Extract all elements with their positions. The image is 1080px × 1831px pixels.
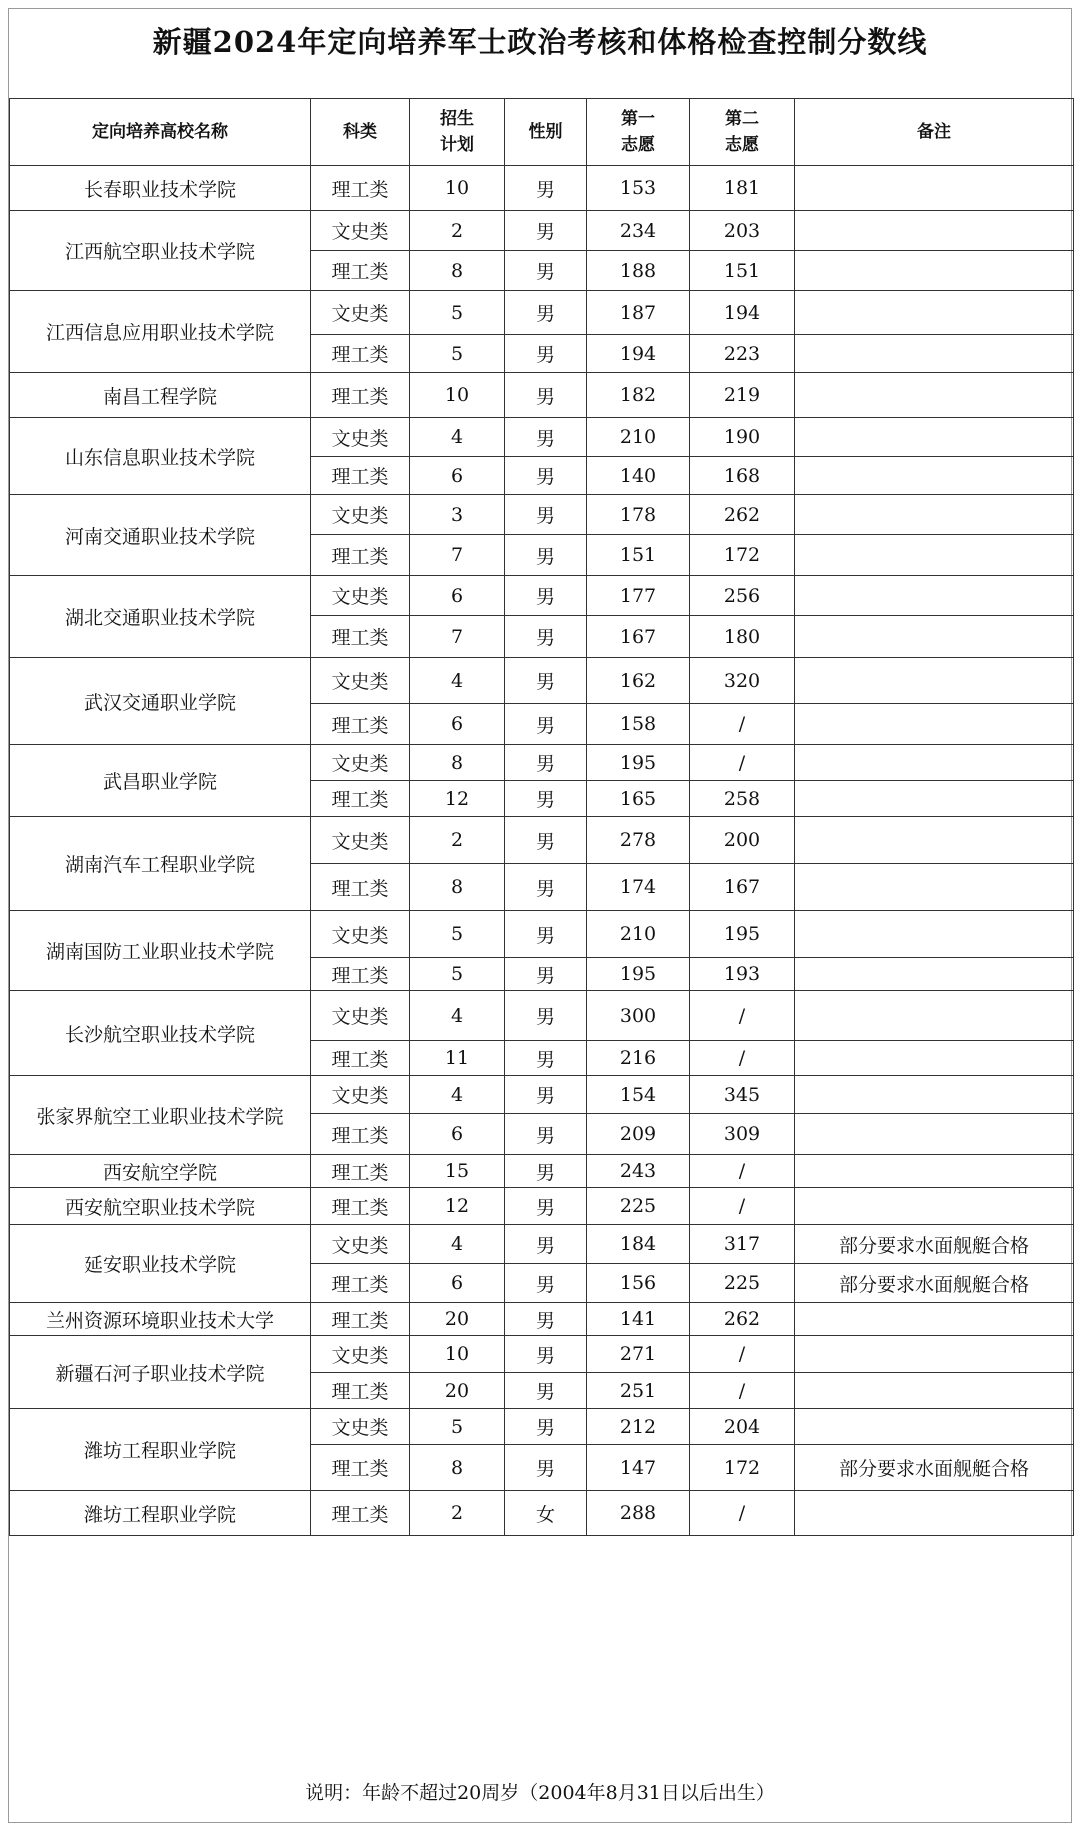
- cell-plan: 8: [410, 1445, 505, 1491]
- cell-second-choice: /: [690, 1373, 795, 1409]
- cell-gender: 男: [505, 1373, 587, 1409]
- table-row: [10, 1336, 1074, 1373]
- header-second-choice: [690, 99, 795, 166]
- cell-note: [795, 958, 1074, 991]
- cell-gender: 男: [505, 1188, 587, 1225]
- cell-school-name: 张家界航空工业职业技术学院: [10, 1076, 311, 1155]
- cell-subject: 文史类: [311, 817, 410, 864]
- cell-first-choice: 288: [587, 1491, 690, 1536]
- cell-subject: 理工类: [311, 457, 410, 495]
- cell-subject: 文史类: [311, 1409, 410, 1445]
- cell-note: [795, 166, 1074, 211]
- cell-gender: 男: [505, 1076, 587, 1114]
- cell-subject: 理工类: [311, 864, 410, 911]
- cell-school-name: 武汉交通职业学院: [10, 658, 311, 745]
- cell-school-name: 西安航空学院: [10, 1155, 311, 1188]
- cell-second-choice: 320: [690, 658, 795, 704]
- table-header: [10, 99, 1074, 166]
- cell-note: [795, 781, 1074, 817]
- cell-gender: 男: [505, 418, 587, 457]
- cell-subject: 理工类: [311, 1491, 410, 1536]
- table-row: [10, 745, 1074, 781]
- cell-plan: 3: [410, 495, 505, 535]
- cell-subject: 文史类: [311, 1076, 410, 1114]
- cell-second-choice: 219: [690, 373, 795, 418]
- cell-second-choice: 193: [690, 958, 795, 991]
- cell-subject: 文史类: [311, 1225, 410, 1264]
- cell-second-choice: 194: [690, 291, 795, 335]
- cell-subject: 文史类: [311, 911, 410, 958]
- cell-subject: 文史类: [311, 658, 410, 704]
- cell-school-name: 潍坊工程职业学院: [10, 1491, 311, 1536]
- cell-first-choice: 195: [587, 958, 690, 991]
- cell-gender: 男: [505, 864, 587, 911]
- cell-second-choice: 256: [690, 576, 795, 616]
- cell-note: [795, 911, 1074, 958]
- cell-gender: 男: [505, 535, 587, 576]
- cell-second-choice: /: [690, 745, 795, 781]
- cell-gender: 男: [505, 251, 587, 291]
- cell-subject: 理工类: [311, 616, 410, 658]
- cell-plan: 8: [410, 251, 505, 291]
- table-row: [10, 1225, 1074, 1264]
- cell-plan: 5: [410, 335, 505, 373]
- cell-second-choice: 258: [690, 781, 795, 817]
- table-row: [10, 1155, 1074, 1188]
- cell-note: [795, 535, 1074, 576]
- cell-first-choice: 154: [587, 1076, 690, 1114]
- cell-gender: 男: [505, 1336, 587, 1373]
- cell-plan: 2: [410, 211, 505, 251]
- score-table: [9, 98, 1074, 1536]
- cell-subject: 文史类: [311, 495, 410, 535]
- table-row: [10, 166, 1074, 211]
- cell-gender: 男: [505, 495, 587, 535]
- cell-gender: 男: [505, 958, 587, 991]
- cell-subject: 理工类: [311, 535, 410, 576]
- cell-first-choice: 300: [587, 991, 690, 1041]
- cell-first-choice: 216: [587, 1041, 690, 1076]
- cell-school-name: 湖南汽车工程职业学院: [10, 817, 311, 911]
- cell-note: [795, 616, 1074, 658]
- cell-subject: 文史类: [311, 991, 410, 1041]
- cell-first-choice: 225: [587, 1188, 690, 1225]
- cell-plan: 4: [410, 1076, 505, 1114]
- cell-school-name: 延安职业技术学院: [10, 1225, 311, 1303]
- cell-note: [795, 576, 1074, 616]
- cell-second-choice: 204: [690, 1409, 795, 1445]
- cell-gender: 男: [505, 991, 587, 1041]
- table-row: [10, 817, 1074, 864]
- cell-plan: 12: [410, 781, 505, 817]
- table-row: [10, 495, 1074, 535]
- cell-first-choice: 210: [587, 418, 690, 457]
- cell-first-choice: 178: [587, 495, 690, 535]
- page-title: 新疆2024年定向培养军士政治考核和体格检查控制分数线: [152, 25, 928, 59]
- cell-note: [795, 704, 1074, 745]
- cell-second-choice: 309: [690, 1114, 795, 1155]
- cell-first-choice: 167: [587, 616, 690, 658]
- table-row: [10, 1303, 1074, 1336]
- cell-gender: 女: [505, 1491, 587, 1536]
- cell-gender: 男: [505, 576, 587, 616]
- cell-subject: 理工类: [311, 1373, 410, 1409]
- cell-plan: 5: [410, 291, 505, 335]
- cell-note: [795, 817, 1074, 864]
- cell-note: [795, 251, 1074, 291]
- cell-second-choice: 181: [690, 166, 795, 211]
- cell-subject: 文史类: [311, 418, 410, 457]
- cell-note: 部分要求水面舰艇合格: [795, 1225, 1074, 1264]
- cell-subject: 理工类: [311, 1264, 410, 1303]
- cell-subject: 理工类: [311, 1445, 410, 1491]
- cell-subject: 理工类: [311, 373, 410, 418]
- cell-first-choice: 194: [587, 335, 690, 373]
- cell-note: 部分要求水面舰艇合格: [795, 1264, 1074, 1303]
- cell-plan: 10: [410, 1336, 505, 1373]
- header-gender: 性别: [505, 99, 587, 166]
- header-subject: 科类: [311, 99, 410, 166]
- cell-note: [795, 864, 1074, 911]
- cell-gender: 男: [505, 704, 587, 745]
- header-first-line2: 志愿: [621, 135, 655, 155]
- cell-note: [795, 1409, 1074, 1445]
- cell-gender: 男: [505, 1409, 587, 1445]
- cell-plan: 6: [410, 576, 505, 616]
- cell-school-name: 湖南国防工业职业技术学院: [10, 911, 311, 991]
- cell-note: [795, 457, 1074, 495]
- cell-first-choice: 210: [587, 911, 690, 958]
- cell-second-choice: 200: [690, 817, 795, 864]
- header-plan-line2: 计划: [440, 135, 474, 155]
- cell-plan: 4: [410, 658, 505, 704]
- cell-first-choice: 234: [587, 211, 690, 251]
- cell-note: [795, 1041, 1074, 1076]
- cell-subject: 文史类: [311, 576, 410, 616]
- cell-second-choice: /: [690, 991, 795, 1041]
- cell-plan: 6: [410, 1264, 505, 1303]
- cell-first-choice: 147: [587, 1445, 690, 1491]
- cell-subject: 理工类: [311, 1041, 410, 1076]
- footer-note: 说明：年龄不超过20周岁（2004年8月31日以后出生）: [305, 1782, 775, 1804]
- cell-second-choice: /: [690, 1491, 795, 1536]
- cell-note: [795, 1155, 1074, 1188]
- cell-school-name: 长沙航空职业技术学院: [10, 991, 311, 1076]
- cell-gender: 男: [505, 817, 587, 864]
- cell-plan: 11: [410, 1041, 505, 1076]
- table-row: [10, 576, 1074, 616]
- cell-note: [795, 418, 1074, 457]
- cell-note: [795, 1491, 1074, 1536]
- header-school: 定向培养高校名称: [10, 99, 311, 166]
- table-row: [10, 1409, 1074, 1445]
- cell-plan: 10: [410, 373, 505, 418]
- cell-plan: 10: [410, 166, 505, 211]
- cell-second-choice: /: [690, 1336, 795, 1373]
- cell-second-choice: 190: [690, 418, 795, 457]
- cell-first-choice: 158: [587, 704, 690, 745]
- cell-plan: 8: [410, 864, 505, 911]
- cell-gender: 男: [505, 616, 587, 658]
- cell-school-name: 河南交通职业技术学院: [10, 495, 311, 576]
- cell-plan: 4: [410, 1225, 505, 1264]
- cell-first-choice: 151: [587, 535, 690, 576]
- cell-gender: 男: [505, 781, 587, 817]
- cell-gender: 男: [505, 335, 587, 373]
- cell-second-choice: 345: [690, 1076, 795, 1114]
- cell-first-choice: 212: [587, 1409, 690, 1445]
- cell-note: [795, 1114, 1074, 1155]
- cell-note: [795, 745, 1074, 781]
- cell-plan: 8: [410, 745, 505, 781]
- cell-gender: 男: [505, 658, 587, 704]
- cell-subject: 文史类: [311, 745, 410, 781]
- table-row: [10, 1076, 1074, 1114]
- cell-school-name: 西安航空职业技术学院: [10, 1188, 311, 1225]
- cell-school-name: 湖北交通职业技术学院: [10, 576, 311, 658]
- cell-second-choice: 317: [690, 1225, 795, 1264]
- cell-note: [795, 1373, 1074, 1409]
- cell-note: [795, 211, 1074, 251]
- table-row: [10, 911, 1074, 958]
- cell-first-choice: 187: [587, 291, 690, 335]
- cell-first-choice: 182: [587, 373, 690, 418]
- header-row: [10, 99, 1074, 166]
- cell-note: [795, 991, 1074, 1041]
- header-first-choice: [587, 99, 690, 166]
- cell-school-name: 武昌职业学院: [10, 745, 311, 817]
- header-note: 备注: [795, 99, 1074, 166]
- cell-first-choice: 195: [587, 745, 690, 781]
- cell-first-choice: 165: [587, 781, 690, 817]
- cell-plan: 4: [410, 418, 505, 457]
- cell-first-choice: 243: [587, 1155, 690, 1188]
- table-row: [10, 211, 1074, 251]
- cell-first-choice: 188: [587, 251, 690, 291]
- cell-second-choice: /: [690, 704, 795, 745]
- cell-school-name: 长春职业技术学院: [10, 166, 311, 211]
- cell-second-choice: /: [690, 1041, 795, 1076]
- cell-second-choice: 172: [690, 1445, 795, 1491]
- header-first-line1: 第一: [621, 109, 655, 129]
- cell-plan: 15: [410, 1155, 505, 1188]
- cell-second-choice: 195: [690, 911, 795, 958]
- cell-first-choice: 153: [587, 166, 690, 211]
- cell-plan: 6: [410, 457, 505, 495]
- cell-second-choice: /: [690, 1155, 795, 1188]
- cell-subject: 文史类: [311, 1336, 410, 1373]
- cell-school-name: 山东信息职业技术学院: [10, 418, 311, 495]
- cell-gender: 男: [505, 211, 587, 251]
- cell-second-choice: 151: [690, 251, 795, 291]
- cell-gender: 男: [505, 373, 587, 418]
- cell-subject: 理工类: [311, 958, 410, 991]
- header-second-line2: 志愿: [725, 135, 759, 155]
- cell-first-choice: 251: [587, 1373, 690, 1409]
- cell-school-name: 潍坊工程职业学院: [10, 1409, 311, 1491]
- cell-subject: 理工类: [311, 335, 410, 373]
- cell-subject: 理工类: [311, 1155, 410, 1188]
- cell-plan: 20: [410, 1373, 505, 1409]
- cell-plan: 7: [410, 535, 505, 576]
- cell-gender: 男: [505, 745, 587, 781]
- cell-second-choice: 203: [690, 211, 795, 251]
- table-row: [10, 658, 1074, 704]
- cell-subject: 理工类: [311, 251, 410, 291]
- cell-subject: 理工类: [311, 1188, 410, 1225]
- cell-plan: 6: [410, 704, 505, 745]
- cell-first-choice: 209: [587, 1114, 690, 1155]
- cell-second-choice: 168: [690, 457, 795, 495]
- cell-school-name: 兰州资源环境职业技术大学: [10, 1303, 311, 1336]
- cell-note: [795, 1336, 1074, 1373]
- cell-second-choice: 180: [690, 616, 795, 658]
- cell-first-choice: 271: [587, 1336, 690, 1373]
- cell-subject: 理工类: [311, 781, 410, 817]
- cell-gender: 男: [505, 911, 587, 958]
- cell-gender: 男: [505, 291, 587, 335]
- cell-plan: 20: [410, 1303, 505, 1336]
- cell-subject: 理工类: [311, 166, 410, 211]
- cell-note: [795, 1303, 1074, 1336]
- cell-subject: 理工类: [311, 1303, 410, 1336]
- cell-school-name: 江西航空职业技术学院: [10, 211, 311, 291]
- cell-plan: 2: [410, 817, 505, 864]
- cell-note: [795, 658, 1074, 704]
- cell-first-choice: 278: [587, 817, 690, 864]
- cell-note: [795, 1076, 1074, 1114]
- table-row: [10, 291, 1074, 335]
- cell-gender: 男: [505, 457, 587, 495]
- cell-note: [795, 335, 1074, 373]
- cell-gender: 男: [505, 1264, 587, 1303]
- cell-note: [795, 291, 1074, 335]
- cell-plan: 5: [410, 911, 505, 958]
- table-row: [10, 991, 1074, 1041]
- table-row: [10, 1188, 1074, 1225]
- cell-first-choice: 162: [587, 658, 690, 704]
- cell-note: [795, 1188, 1074, 1225]
- cell-second-choice: 262: [690, 1303, 795, 1336]
- cell-first-choice: 141: [587, 1303, 690, 1336]
- cell-school-name: 新疆石河子职业技术学院: [10, 1336, 311, 1409]
- cell-first-choice: 174: [587, 864, 690, 911]
- cell-note: [795, 495, 1074, 535]
- cell-first-choice: 140: [587, 457, 690, 495]
- cell-second-choice: 223: [690, 335, 795, 373]
- table-row: [10, 373, 1074, 418]
- cell-plan: 7: [410, 616, 505, 658]
- cell-school-name: 南昌工程学院: [10, 373, 311, 418]
- cell-first-choice: 156: [587, 1264, 690, 1303]
- cell-subject: 理工类: [311, 1114, 410, 1155]
- cell-note: 部分要求水面舰艇合格: [795, 1445, 1074, 1491]
- header-plan-line1: 招生: [440, 109, 474, 129]
- header-plan: [410, 99, 505, 166]
- cell-plan: 12: [410, 1188, 505, 1225]
- cell-plan: 6: [410, 1114, 505, 1155]
- table-row: [10, 1491, 1074, 1536]
- cell-second-choice: /: [690, 1188, 795, 1225]
- cell-gender: 男: [505, 1445, 587, 1491]
- cell-gender: 男: [505, 1041, 587, 1076]
- table-row: [10, 418, 1074, 457]
- cell-note: [795, 373, 1074, 418]
- cell-gender: 男: [505, 1155, 587, 1188]
- cell-subject: 文史类: [311, 211, 410, 251]
- cell-first-choice: 184: [587, 1225, 690, 1264]
- cell-first-choice: 177: [587, 576, 690, 616]
- cell-subject: 理工类: [311, 704, 410, 745]
- header-second-line1: 第二: [725, 109, 759, 129]
- cell-gender: 男: [505, 1303, 587, 1336]
- cell-gender: 男: [505, 166, 587, 211]
- cell-second-choice: 167: [690, 864, 795, 911]
- cell-plan: 5: [410, 958, 505, 991]
- cell-second-choice: 172: [690, 535, 795, 576]
- cell-second-choice: 225: [690, 1264, 795, 1303]
- table-body: [10, 166, 1074, 1536]
- cell-plan: 4: [410, 991, 505, 1041]
- cell-plan: 2: [410, 1491, 505, 1536]
- cell-plan: 5: [410, 1409, 505, 1445]
- cell-school-name: 江西信息应用职业技术学院: [10, 291, 311, 373]
- cell-subject: 文史类: [311, 291, 410, 335]
- cell-gender: 男: [505, 1114, 587, 1155]
- cell-gender: 男: [505, 1225, 587, 1264]
- cell-second-choice: 262: [690, 495, 795, 535]
